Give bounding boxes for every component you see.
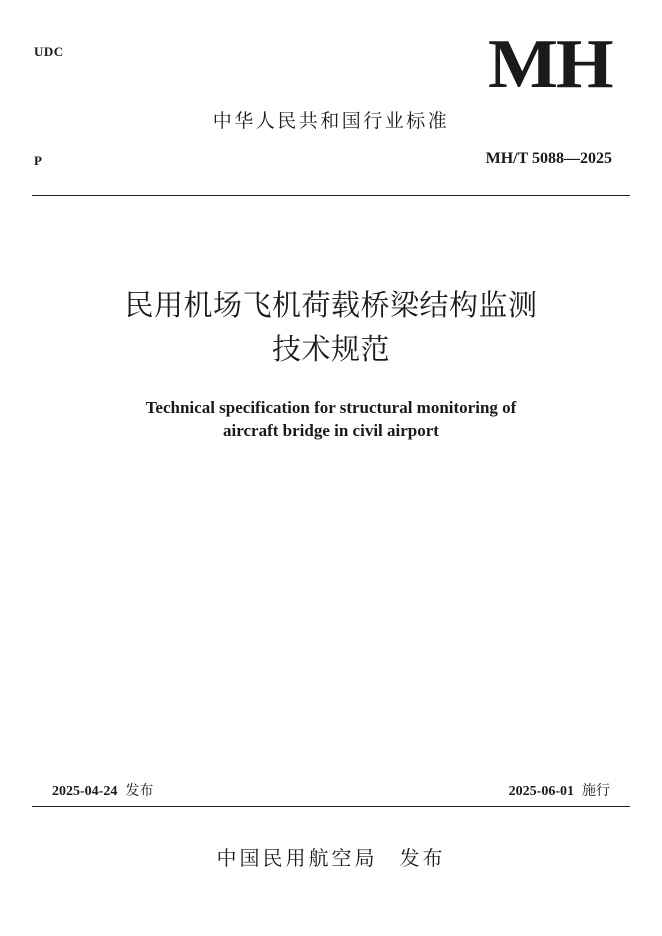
udc-label: UDC bbox=[34, 44, 64, 59]
mh-logo: MH bbox=[488, 26, 612, 103]
issue-label: 发布 bbox=[125, 783, 154, 799]
chinese-title-line-1: 民用机场飞机荷载桥梁结构监测 bbox=[124, 288, 538, 322]
bottom-divider bbox=[32, 806, 630, 807]
issue-date-row bbox=[52, 780, 153, 800]
english-title-line-1: Technical specification for structural monitoring of bbox=[145, 398, 517, 417]
issue-date: 2025-04-24 bbox=[52, 784, 118, 799]
effective-date-row bbox=[509, 780, 610, 800]
publisher-name: 中国民用航空局 bbox=[216, 846, 378, 870]
chinese-title-line-2: 技术规范 bbox=[271, 332, 390, 366]
top-divider bbox=[32, 195, 630, 196]
publisher-line bbox=[0, 842, 662, 871]
standard-number: MH/T 5088—2025 bbox=[485, 150, 612, 167]
effective-date: 2025-06-01 bbox=[508, 784, 574, 799]
effective-label: 施行 bbox=[582, 783, 610, 799]
english-title bbox=[0, 396, 662, 442]
classification-code: P bbox=[34, 153, 42, 168]
chinese-title bbox=[0, 283, 662, 371]
industry-standard-heading: 中华人民共和国行业标准 bbox=[212, 110, 450, 132]
english-title-line-2: aircraft bridge in civil airport bbox=[223, 421, 439, 440]
publish-label: 发布 bbox=[399, 846, 446, 870]
